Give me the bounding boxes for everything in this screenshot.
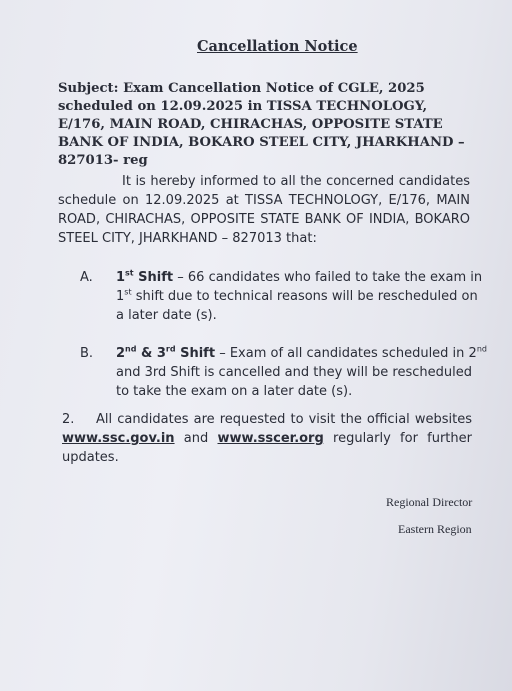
signature-designation: Regional Director xyxy=(386,495,473,509)
item-a-shift-num: 1 xyxy=(116,270,126,285)
signature-region: Eastern Region xyxy=(398,522,472,536)
item-2-text-2: regularly for further updates. xyxy=(62,431,472,465)
item-b-shift-sup-2: rd xyxy=(165,344,176,354)
item-b-text-sup: nd xyxy=(476,344,487,354)
item-b-shift-sup-1: nd xyxy=(125,344,137,354)
item-a-text-sup: st xyxy=(124,287,132,297)
item-b-text-2: and 3rd Shift is cancelled and they will be rescheduled to take the exam on a later date (s). xyxy=(116,365,472,399)
item-a xyxy=(80,268,488,325)
ssc-website-link[interactable]: www.ssc.gov.in xyxy=(62,431,175,446)
intro-text: It is hereby informed to all the concerned candidates schedule on 12.09.2025 at TISSA TECHNOLOGY, E/176, MAIN ROAD, CHIRACHAS, OPPOSITE STATE BANK OF INDIA, BOKARO STEEL CITY, JHARKHAND – 827013 that: xyxy=(58,174,470,246)
item-a-shift-word: Shift xyxy=(138,270,174,285)
item-b-shift-num-1: 2 xyxy=(116,346,126,361)
item-a-label: A. xyxy=(80,270,93,285)
item-b-shift-word: Shift xyxy=(180,346,216,361)
item-a-shift xyxy=(116,270,173,285)
notice-intro xyxy=(58,172,470,248)
item-a-text-1: – 66 candidates who failed to take the exam in 1 xyxy=(116,270,483,304)
item-b-label: B. xyxy=(80,346,94,361)
item-b-shift-num-2: 3 xyxy=(156,346,166,361)
item-b-text-1: – Exam of all candidates scheduled in 2 xyxy=(215,346,477,361)
item-a-text-2: shift due to technical reasons will be rescheduled on a later date (s). xyxy=(116,289,478,323)
item-b-shift xyxy=(116,346,215,361)
item-b xyxy=(80,344,488,401)
item-2-label: 2. xyxy=(62,412,75,427)
notice-subject: Subject: Exam Cancellation Notice of CGLE, 2025 scheduled on 12.09.2025 in TISSA TECHNOLOGY, E/176, MAIN ROAD, CHIRACHAS, OPPOSITE STATE BANK OF INDIA, BOKARO STEEL CITY, JHARKHAND – 827013- reg xyxy=(58,81,465,168)
sscer-website-link[interactable]: www.sscer.org xyxy=(217,431,324,446)
item-a-shift-sup: st xyxy=(125,268,134,278)
item-b-amp: & xyxy=(136,346,157,361)
item-2-text-1: All candidates are requested to visit the official websites xyxy=(96,412,472,427)
item-2-and: and xyxy=(174,431,218,446)
item-2 xyxy=(62,410,472,467)
notice-title: Cancellation Notice xyxy=(197,38,358,55)
